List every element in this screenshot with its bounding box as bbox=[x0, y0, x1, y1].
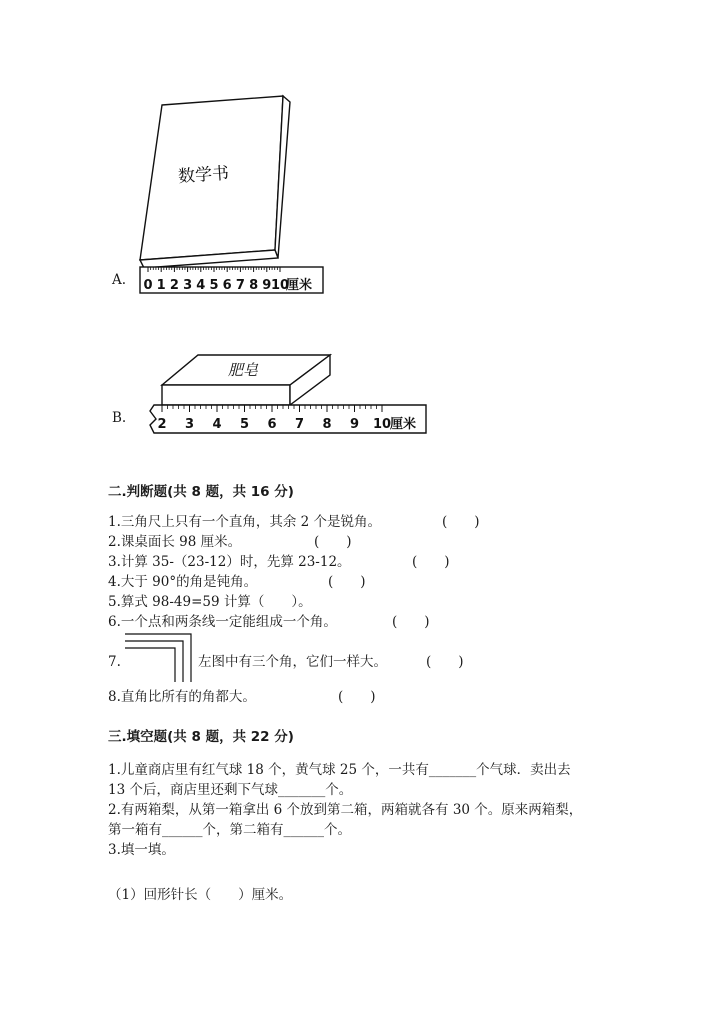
judge-item-7: 7. bbox=[108, 654, 121, 670]
section-3-title: 三.填空题(共 8 题，共 22 分) bbox=[108, 729, 294, 745]
fill-line-3: 2.有两箱梨，从第一箱拿出 6 个放到第二箱，两箱就各有 30 个。原来两箱梨， bbox=[108, 802, 583, 818]
book-title: 数学书 bbox=[177, 163, 230, 188]
ruler-a-unit: 厘米 bbox=[286, 278, 313, 293]
option-b-label: B. bbox=[112, 410, 127, 426]
ruler-number: 4 bbox=[212, 417, 222, 432]
ruler-number: 3 bbox=[183, 278, 193, 293]
judge-item-7-paren[interactable]: ( ) bbox=[426, 654, 464, 670]
ruler-number: 8 bbox=[322, 417, 332, 432]
judge-item-2: 2.课桌面长 98 厘米。 bbox=[108, 534, 242, 550]
judge-item-2-paren[interactable]: ( ) bbox=[314, 534, 352, 550]
ruler-number: 8 bbox=[249, 278, 259, 293]
fill-line-2: 13 个后，商店里还剩下气球_______个。 bbox=[108, 782, 353, 798]
judge-item-6: 6.一个点和两条线一定能组成一个角。 bbox=[108, 614, 337, 630]
judge-item-3: 3.计算 35-（23-12）时，先算 23-12。 bbox=[108, 554, 351, 570]
ruler-number: 0 bbox=[143, 278, 153, 293]
ruler-number: 1 bbox=[156, 278, 166, 293]
three-angles-figure bbox=[125, 632, 195, 684]
judge-item-5: 5.算式 98-49=59 计算（ ）。 bbox=[108, 594, 312, 610]
ruler-number: 5 bbox=[209, 278, 219, 293]
ruler-number: 2 bbox=[157, 417, 167, 432]
ruler-number: 7 bbox=[235, 278, 245, 293]
judge-item-8-paren[interactable]: ( ) bbox=[338, 689, 376, 705]
fill-line-1: 1.儿童商店里有红气球 18 个，黄气球 25 个，一共有_______个气球．卖出去 bbox=[108, 762, 571, 778]
judge-item-8: 8.直角比所有的角都大。 bbox=[108, 689, 256, 705]
ruler-number: 10 bbox=[372, 417, 392, 432]
ruler-number: 10 bbox=[270, 278, 290, 293]
ruler-number: 3 bbox=[184, 417, 195, 432]
judge-item-4-paren[interactable]: ( ) bbox=[328, 574, 366, 590]
ruler-b-unit: 厘米 bbox=[390, 417, 417, 432]
ruler-number: 9 bbox=[262, 278, 272, 293]
section-2-title: 二.判断题(共 8 题，共 16 分) bbox=[108, 484, 294, 500]
soap-front bbox=[162, 385, 290, 405]
judge-item-1-paren[interactable]: ( ) bbox=[442, 514, 480, 530]
ruler-number: 2 bbox=[169, 278, 179, 293]
judge-item-1: 1.三角尺上只有一个直角，其余 2 个是锐角。 bbox=[108, 514, 382, 530]
option-a-label: A. bbox=[112, 272, 127, 288]
judge-item-7-text: 左图中有三个角，它们一样大。 bbox=[198, 654, 387, 670]
fill-sub-item-1: （1）回形针长（ ）厘米。 bbox=[108, 887, 293, 903]
judge-item-4: 4.大于 90°的角是钝角。 bbox=[108, 574, 258, 590]
ruler-number: 6 bbox=[267, 417, 277, 432]
judge-item-6-paren[interactable]: ( ) bbox=[392, 614, 430, 630]
ruler-number: 9 bbox=[349, 417, 360, 432]
figure-b-soap-ruler bbox=[140, 345, 430, 440]
figure-a-book-ruler bbox=[130, 90, 340, 300]
ruler-number: 6 bbox=[222, 278, 232, 293]
judge-item-3-paren[interactable]: ( ) bbox=[412, 554, 450, 570]
ruler-number: 7 bbox=[294, 417, 305, 432]
ruler-number: 4 bbox=[196, 278, 206, 293]
fill-line-4: 第一箱有______个，第二箱有______个。 bbox=[108, 822, 351, 838]
ruler-number: 5 bbox=[239, 417, 250, 432]
soap-label: 肥皂 bbox=[228, 361, 259, 379]
fill-line-5: 3.填一填。 bbox=[108, 842, 175, 858]
